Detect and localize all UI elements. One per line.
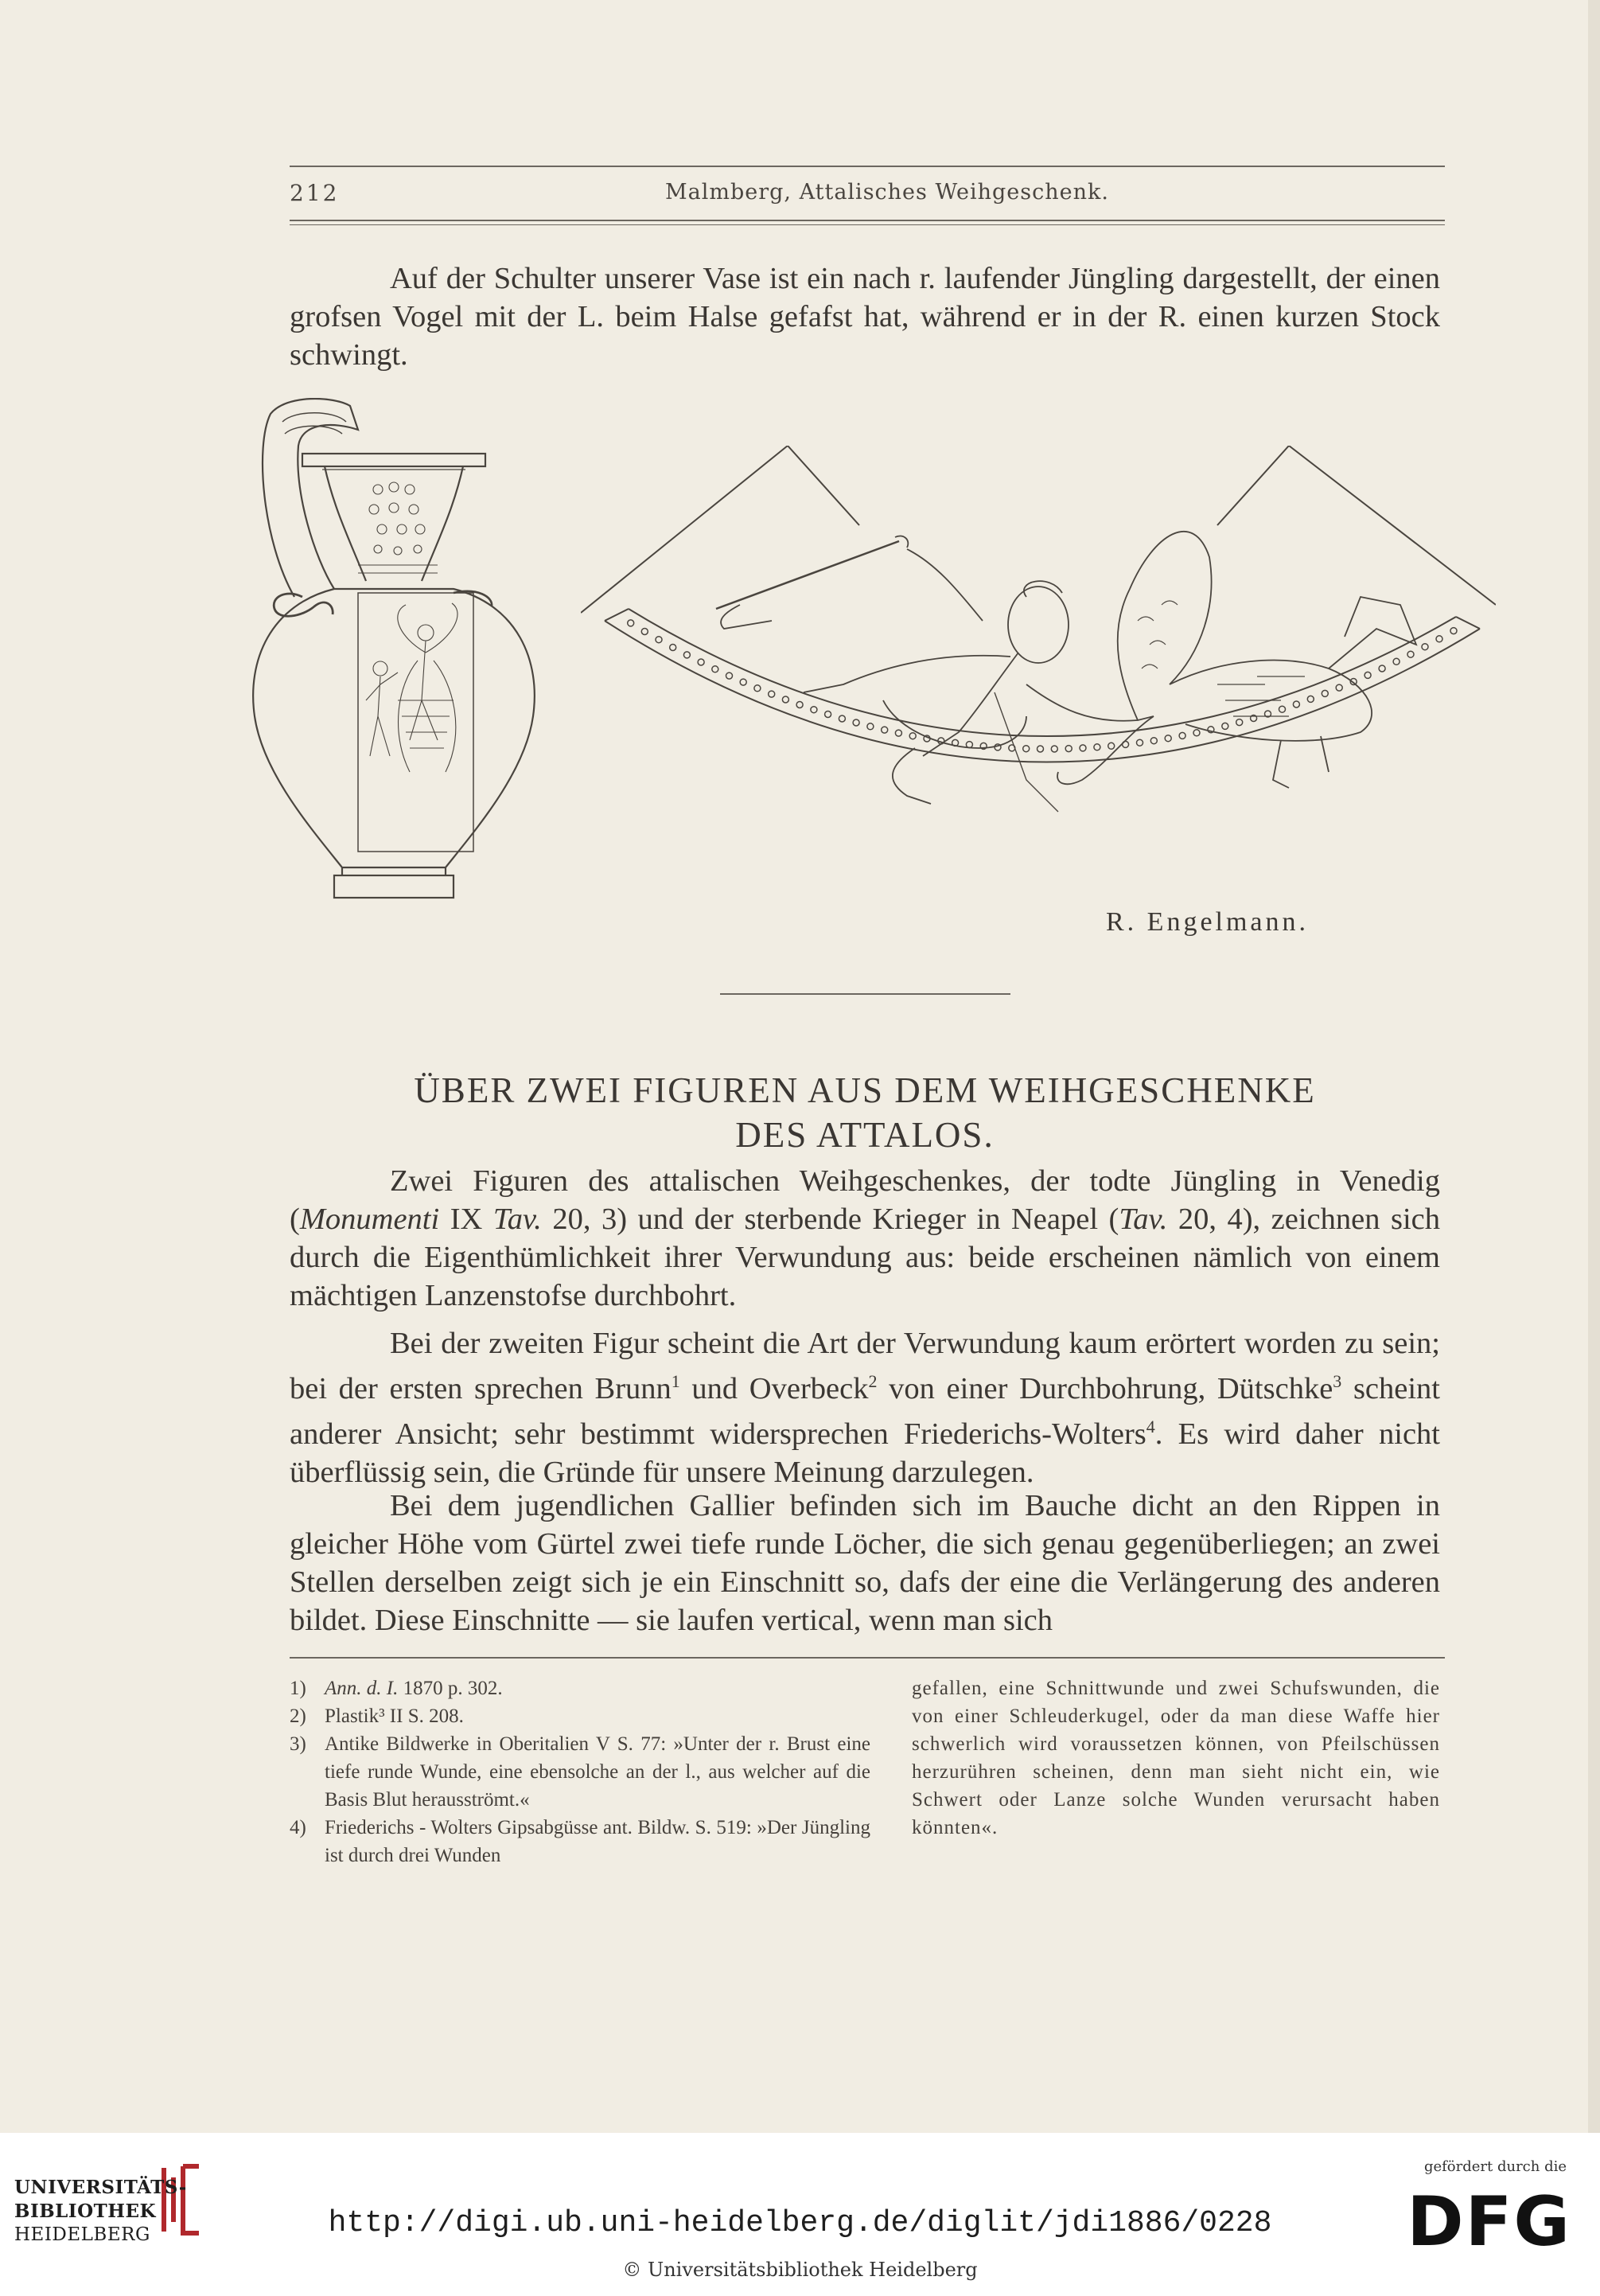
article-paragraph-3: Bei dem jugendlichen Gallier befinden sich im Bauche dicht an den Rippen in gleicher Höhe vom Gürtel zwei tiefe runde Löcher, die sich genau gegenüberliegen; an zwei Stellen derselben zeigt sich je ein Einschnitt so, dafs der eine die Verlängerung des anderen bildet. Diese Einschnitte — sie laufen vertical, wenn man sich [290,1489,1440,1637]
article-heading-line-1: ÜBER ZWEI FIGUREN AUS DEM WEIHGESCHENKE [414,1070,1316,1110]
footnote-ref-4[interactable]: 4 [1146,1416,1155,1436]
border-dot [641,629,648,635]
border-dot [1065,746,1072,752]
border-dot [698,659,704,665]
text-span: von einer Durchbohrung, Dütschke [877,1371,1333,1405]
border-dot [726,672,733,679]
header-rule-bottom-second [290,224,1445,225]
article-paragraph-1 [290,1162,1440,1315]
border-dot [683,652,690,658]
border-dot [853,719,859,726]
border-dot [1222,723,1228,729]
vase-neck [325,466,463,581]
border-dot [839,715,845,722]
footnote-mark: 2) [290,1705,306,1727]
border-dot [1279,706,1286,712]
border-dot [1094,744,1100,750]
border-dot [1023,746,1030,752]
footnote-text: 1870 p. 302. [398,1678,503,1699]
text-span: 20, 3) und der sterbende Krieger in Neapel ( [541,1203,1119,1236]
border-dot [1080,745,1086,751]
border-dot [1393,658,1400,665]
section-divider [720,993,1010,995]
border-dot [712,666,718,672]
border-dot [1193,730,1200,736]
text-span: Bei der zweiten Figur scheint die Art der Verwundung kaum erörtert worden zu sein; bei der ersten sprechen Brunn [290,1327,1440,1405]
border-dot [1422,644,1428,650]
border-dot [670,645,676,651]
article-paragraph-2 [290,1324,1440,1491]
article-heading-line-2: DES ATTALOS. [735,1115,995,1155]
scene-frame [581,446,1496,613]
border-dot [1336,684,1342,691]
footnote-3 [290,1730,870,1814]
border-dot [1150,738,1157,744]
border-dot [811,707,817,713]
text-span: und Overbeck [679,1371,869,1405]
footnote-italic: Ann. d. I. [325,1678,399,1699]
border-dot [1037,746,1044,752]
border-dot [1364,672,1371,678]
border-dot [1236,719,1243,726]
page-number: 212 [290,180,340,206]
vase-handle [263,399,358,597]
vase-illustration [239,398,605,915]
running-title: Malmberg, Attalisches Weihgeschenk. [665,180,1109,205]
footnote-ref-1[interactable]: 1 [671,1371,680,1391]
text-span: IX [439,1203,493,1236]
footnote-text: Plastik³ II S. 208. [325,1705,464,1727]
footnote-mark: 4) [290,1817,306,1838]
border-dot [740,679,746,685]
footnotes-right-column: gefallen, eine Schnittwunde und zwei Schufswunden, die von einer Schleuderkugel, oder da man diese Waffe hier schwerlich wird voraussetzen können, von Pfeilschüssen herzurühren scheinen, denn man sieht nicht ein, wie Schwert oder Lanze solche Wunden verursacht haben könnten«. [912,1678,1440,1838]
italic-title: Monumenti [299,1203,440,1236]
border-dot [656,637,662,643]
footnote-text: Friederichs - Wolters Gipsabgüsse ant. Bildw. S. 519: »Der Jüngling ist durch drei Wunden [325,1817,870,1866]
footnote-mark: 3) [290,1733,306,1755]
border-dot [628,620,634,626]
youth-figure [716,536,1154,812]
border-dot [1450,628,1457,634]
border-dot [769,691,775,697]
copyright-notice: © Universitätsbibliothek Heidelberg [622,2259,978,2281]
border-dot [1322,690,1328,696]
shoulder-scene-illustration [581,446,1496,875]
footnote-mark: 1) [290,1678,306,1699]
funding-note: gefördert durch die [1423,2158,1567,2175]
vase-body [253,589,535,867]
border-dot [825,711,831,718]
border-dot [1407,651,1414,657]
border-dot [895,730,901,736]
footnote-2 [290,1702,870,1730]
border-dot [882,727,888,733]
border-dot [796,702,803,708]
vase-neck-ornament [358,482,438,573]
vase-figure-scene [366,603,457,772]
library-name-line-2: BIBLIOTHEK [14,2200,156,2222]
illustration-signature: R. Engelmann. [1106,907,1310,937]
border-dot [1137,739,1143,746]
border-dot [1108,743,1115,749]
footnote-ref-3[interactable]: 3 [1333,1371,1342,1391]
vase-snake-ornament [274,594,333,616]
dfg-logo: DFG [1407,2182,1571,2262]
intro-paragraph: Auf der Schulter unserer Vase ist ein nach r. laufender Jüngling dargestellt, der einen grofsen Vogel mit der L. beim Halse gefafst hat, während er in der R. einen kurzen Stock schwingt. [290,262,1440,372]
border-dot [782,696,788,703]
vase-foot [334,875,454,898]
border-dot [867,723,874,730]
border-dot [754,685,761,692]
italic-abbrev: Tav. [492,1203,542,1236]
border-dot [1436,636,1442,642]
header-rule-top [290,166,1445,167]
permalink-url[interactable]: http://digi.ub.uni-heidelberg.de/diglit/jdi1886/0228 [328,2206,1272,2240]
text-span: 20, 4), zeichnen sich durch die Eigenthümlichkeit ihrer Verwundung aus: beide erscheinen nämlich von einem mächtigen Lanzenstofse durchbohrt. [290,1203,1441,1312]
border-dot [1307,696,1314,702]
library-name-line-3: HEIDELBERG [14,2224,150,2245]
scene-inner-arc [629,609,1456,736]
border-dot [966,742,972,748]
text-span: . Es wird daher nicht überflüssig sein, die Gründe für unsere Meinung darzulegen. [290,1417,1440,1489]
page-edge [1588,0,1600,2133]
footnote-1 [290,1674,870,1702]
dot-border [628,620,1457,752]
vase-lip [302,454,485,466]
border-dot [1293,701,1299,708]
footnote-rule [290,1657,1445,1659]
text-span: Zwei Figuren des attalischen Weihgeschenkes, der todte Jüngling in Venedig ( [290,1164,1440,1236]
border-dot [909,733,916,739]
footnote-4 [290,1814,870,1869]
border-dot [1165,735,1171,742]
border-dot [1051,746,1057,752]
text-span: scheint anderer Ansicht; sehr bestimmt widersprechen Friederichs-Wolters [290,1371,1440,1451]
scene-outer-arc [605,621,1480,762]
footnote-ref-2[interactable]: 2 [868,1371,878,1391]
header-rule-bottom [290,220,1445,221]
footnote-text: Antike Bildwerke in Oberitalien V S. 77: »Unter der r. Brust eine tiefe runde Wunde, eine ebensolche an der l., aus welcher auf die Basis Blut herausströmt.« [325,1733,870,1811]
library-name-line-1: UNIVERSITÄTS- [14,2177,187,2198]
italic-abbrev: Tav. [1119,1203,1168,1236]
footnotes-left-column [290,1674,870,1869]
border-dot [1379,665,1385,672]
border-dot [1179,732,1185,739]
